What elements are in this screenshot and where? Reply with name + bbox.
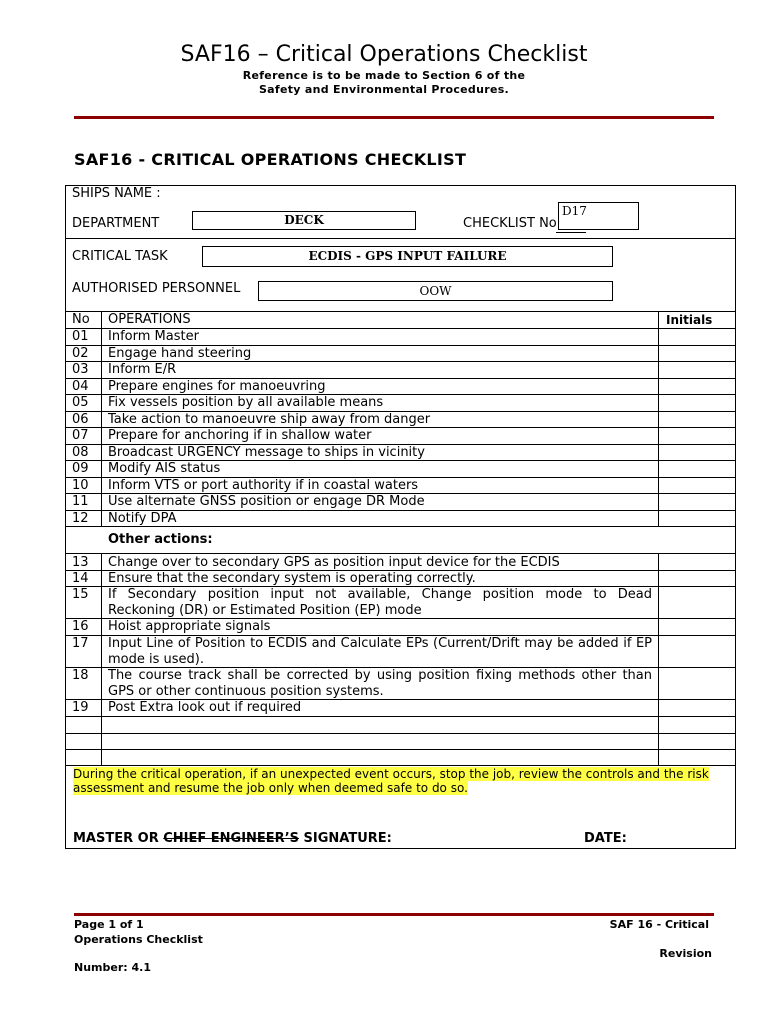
signature-suffix: SIGNATURE: [299,831,392,846]
initials-cell[interactable] [659,700,735,716]
checklist-no-field[interactable]: D17 [558,202,639,230]
row-operation: Post Extra look out if required [108,700,302,715]
critical-task-label: CRITICAL TASK [72,249,168,264]
row-operation: Ensure that the secondary system is operating correctly. [108,571,476,586]
divider [66,238,736,239]
header-divider [74,116,714,119]
row-no: 02 [72,345,89,361]
initials-cell[interactable] [659,362,735,378]
row-operation: Inform VTS or port authority if in coastal waters [108,477,419,493]
row-no: 15 [72,587,89,602]
date-label: DATE: [584,831,627,846]
footer-doc-title-continued: Operations Checklist [74,933,203,946]
initials-cell[interactable] [659,587,735,618]
initials-cell[interactable] [659,554,735,570]
initials-cell[interactable] [659,478,735,494]
table-row-divider [66,765,736,766]
initials-cell[interactable] [659,750,735,765]
initials-cell[interactable] [659,412,735,428]
row-no: 09 [72,461,89,476]
reference-line-2: Safety and Environmental Procedures. [258,83,510,96]
signature-prefix: MASTER OR [73,831,164,846]
row-no: 06 [72,411,89,427]
row-no: 08 [72,444,89,460]
footer-page: Page 1 of 1 [74,918,144,931]
initials-cell[interactable] [659,734,735,749]
row-operation: The course track shall be corrected by using position fixing methods other than GPS or other continuous position systems. [108,668,652,699]
signature-struck-text: CHIEF ENGINEER’S [163,831,299,846]
initials-cell[interactable] [659,619,735,635]
row-no: 19 [72,700,89,715]
row-no: 05 [72,395,89,410]
row-operation: Use alternate GNSS position or engage DR Mode [108,494,425,509]
table-column-divider [101,311,102,526]
col-initials-header: Initials [666,313,713,327]
table-row-divider [66,733,736,734]
initials-cell[interactable] [659,571,735,586]
checklist-no-underline [556,232,586,233]
col-no-header: No [72,312,90,327]
initials-cell[interactable] [659,717,735,733]
department-field[interactable]: DECK [192,211,416,230]
authorised-personnel-label: AUTHORISED PERSONNEL [72,281,241,296]
initials-cell[interactable] [659,494,735,510]
ships-name-label: SHIPS NAME : [72,186,161,201]
authorised-personnel-field[interactable]: OOW [258,281,613,301]
reference-line-1: Reference is to be made to Section 6 of the [242,69,526,82]
row-operation: Hoist appropriate signals [108,619,271,634]
checklist-no-label: CHECKLIST No [463,216,557,231]
row-operation: Inform Master [108,329,199,344]
initials-cell[interactable] [659,445,735,461]
row-no: 03 [72,362,89,377]
footer-number: Number: 4.1 [74,961,151,974]
initials-cell[interactable] [659,346,735,362]
row-no: 07 [72,428,89,443]
initials-cell[interactable] [659,379,735,395]
document-title: SAF16 – Critical Operations Checklist [180,42,588,67]
row-operation: Change over to secondary GPS as position input device for the ECDIS [108,555,560,570]
row-no: 12 [72,510,89,526]
row-operation: If Secondary position input not available, Change position mode to Dead Reckoning (DR) or Estimated Position (EP) mode [108,587,652,618]
row-no: 10 [72,477,89,493]
row-operation: Prepare for anchoring if in shallow water [108,428,372,443]
row-operation: Fix vessels position by all available means [108,395,384,410]
initials-cell[interactable] [659,329,735,345]
row-no: 01 [72,329,89,344]
row-operation: Input Line of Position to ECDIS and Calculate EPs (Current/Drift may be added if EP mode is used). [108,636,652,667]
footer-doc-title: SAF 16 - Critical [609,918,709,931]
table-row-divider [66,553,736,554]
col-operations-header: OPERATIONS [108,312,191,327]
row-no: 04 [72,378,89,394]
row-operation: Prepare engines for manoeuvring [108,378,326,394]
row-no: 11 [72,494,89,509]
row-no: 17 [72,636,89,651]
row-operation: Take action to manoeuvre ship away from danger [108,411,431,427]
initials-cell[interactable] [659,668,735,699]
row-operation: Engage hand steering [108,345,252,361]
row-no: 18 [72,668,89,683]
table-row-divider [66,716,736,717]
signature-line [73,831,392,846]
initials-cell[interactable] [659,636,735,667]
row-no: 14 [72,571,89,586]
row-operation: Broadcast URGENCY message to ships in vicinity [108,444,425,460]
initials-cell[interactable] [659,461,735,477]
safety-notice [73,767,733,795]
initials-cell[interactable] [659,395,735,411]
section-heading: SAF16 - CRITICAL OPERATIONS CHECKLIST [74,150,467,169]
critical-task-field[interactable]: ECDIS - GPS INPUT FAILURE [202,246,613,267]
row-operation: Modify AIS status [108,461,221,476]
footer-revision: Revision [659,947,712,960]
row-operation: Inform E/R [108,362,177,377]
department-label: DEPARTMENT [72,216,160,231]
footer-divider [74,913,714,916]
initials-cell[interactable] [659,511,735,527]
initials-cell[interactable] [659,428,735,444]
table-row-divider [66,749,736,750]
row-no: 16 [72,619,89,634]
safety-notice-text: During the critical operation, if an unexpected event occurs, stop the job, review the controls and the risk assessment and resume the job only when deemed safe to do so. [73,767,709,795]
row-no: 13 [72,555,89,570]
table-column-divider [101,553,102,765]
other-actions-label: Other actions: [108,532,213,547]
row-operation: Notify DPA [108,510,177,526]
